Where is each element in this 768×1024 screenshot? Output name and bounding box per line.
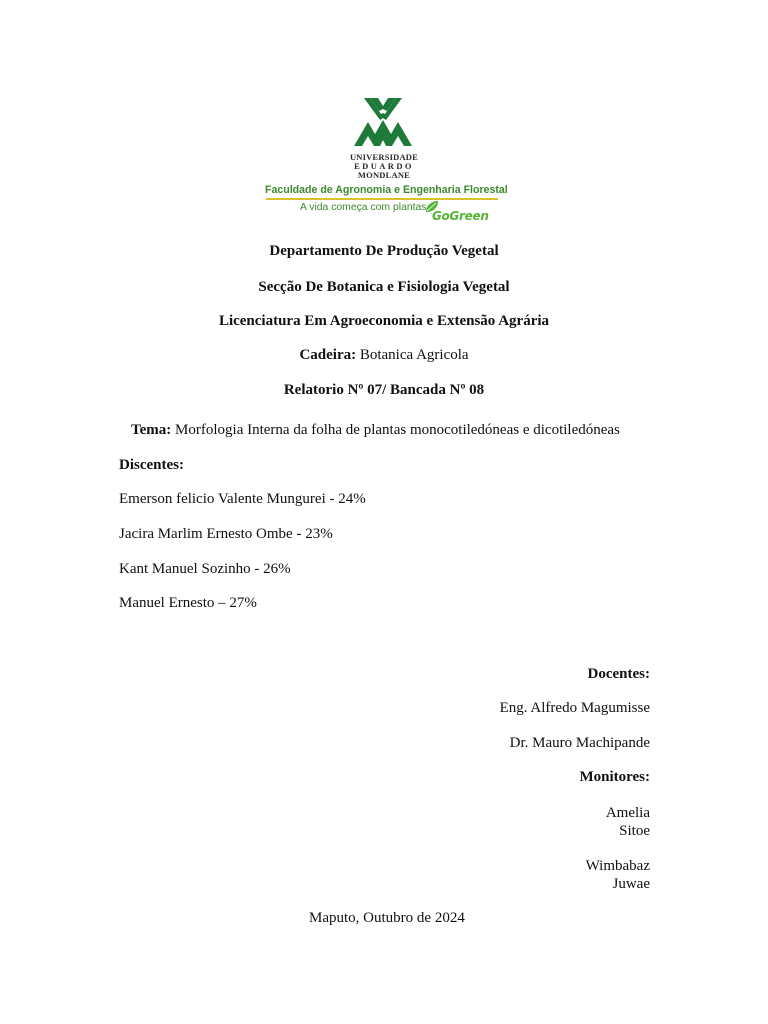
student-item: Jacira Marlim Ernesto Ombe - 23% xyxy=(119,526,333,542)
teacher-item: Dr. Mauro Machipande xyxy=(509,735,650,751)
student-item: Manuel Ernesto – 27% xyxy=(119,595,257,611)
teacher-item: Eng. Alfredo Magumisse xyxy=(499,700,650,716)
degree-title: Licenciatura Em Agroeconomia e Extensão Agrária xyxy=(218,313,550,329)
monitor-first-name: Wimbabaz xyxy=(585,858,650,874)
faculty-name: Faculdade de Agronomia e Engenharia Florestal xyxy=(265,184,508,196)
university-name-line-3: MONDLANE xyxy=(357,170,411,180)
university-logo xyxy=(262,92,506,232)
theme-line xyxy=(131,421,620,439)
uem-emblem-icon xyxy=(348,96,418,148)
gogreen-badge: GoGreen xyxy=(432,209,489,223)
monitor-last-name: Sitoe xyxy=(619,823,650,839)
students-heading: Discentes: xyxy=(119,457,184,473)
place-and-date: Maputo, Outubro de 2024 xyxy=(309,910,465,926)
course-value: Botanica Agricola xyxy=(359,347,469,363)
university-name-line-1: UNIVERSIDADE xyxy=(349,152,419,162)
logo-divider xyxy=(266,198,498,200)
theme-label: Tema: xyxy=(131,422,172,438)
report-number: Relatorio Nº 07/ Bancada Nº 08 xyxy=(283,382,485,398)
student-item: Kant Manuel Sozinho - 26% xyxy=(119,561,291,577)
student-item: Emerson felicio Valente Mungurei - 24% xyxy=(119,491,366,507)
teachers-heading: Docentes: xyxy=(587,666,650,682)
department-title: Departamento De Produção Vegetal xyxy=(269,243,499,259)
section-title: Secção De Botanica e Fisiologia Vegetal xyxy=(258,279,510,295)
theme-value: Morfologia Interna da folha de plantas monocotiledóneas e dicotiledóneas xyxy=(175,422,620,438)
course-line xyxy=(0,346,768,364)
monitor-first-name: Amelia xyxy=(605,805,650,821)
monitors-heading: Monitores: xyxy=(579,769,650,785)
monitor-last-name: Juwae xyxy=(612,876,650,892)
university-name-line-2: EDUARDO xyxy=(354,161,414,171)
logo-slogan: A vida começa com plantas xyxy=(300,202,427,213)
course-label: Cadeira: xyxy=(299,347,357,363)
